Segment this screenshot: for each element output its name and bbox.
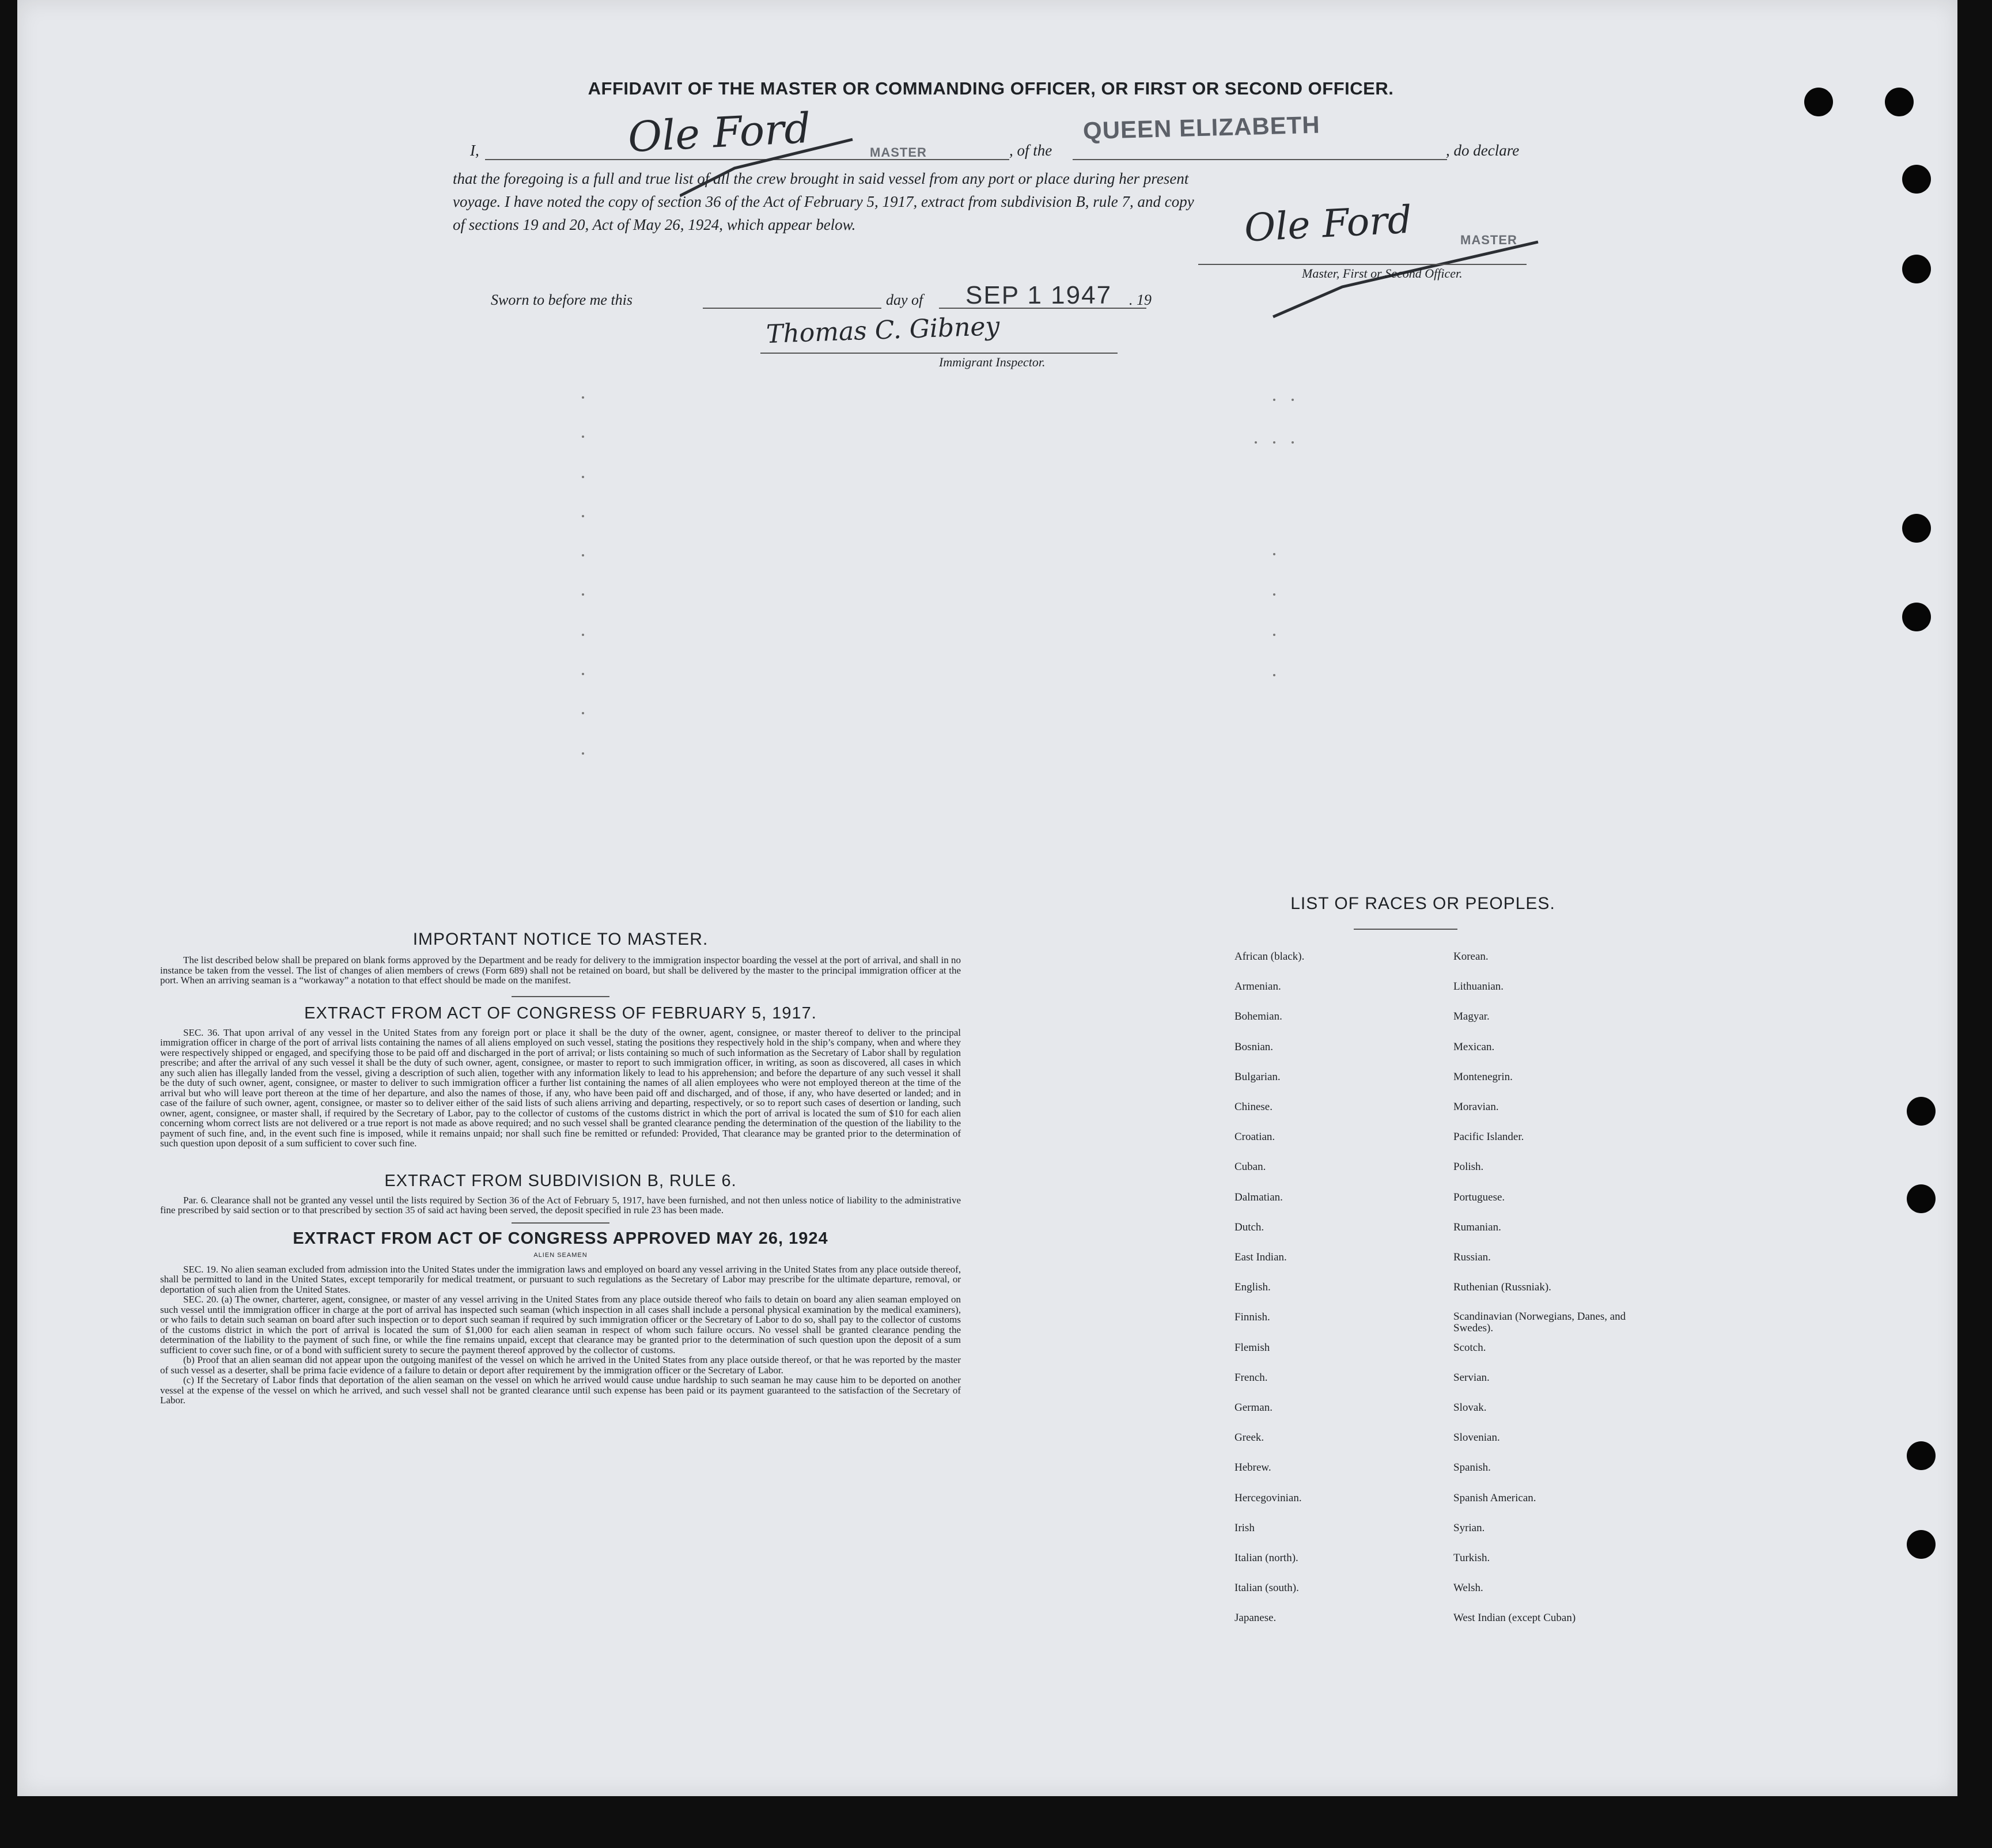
race-item-left: Irish — [1234, 1521, 1255, 1534]
sec-20a-text: SEC. 20. (a) The owner, charterer, agent, consignee, or master of any vessel arriving in the United States from any place outside thereof who fails to detain on board any alien seaman employed on such vessel until the immigration officer in charge at the port of arrival has inspected such seaman (which inspection in all cases shall include a personal physical examination by the medical examiners), or who fails to detain such seaman on board after such inspection or to deport such seaman if required by such immigration officer or the Secretary of Labor to do so, shall pay to the collector of customs of the customs district in which the port of arrival is located the sum of $1,000 for each alien seaman in respect of whom such failure occurs. No vessel shall be granted clearance pending the determination of the liability to the payment of such fine, or while the fine remains unpaid, except that clearance may be granted prior to the determination of such question upon the deposit of a sum sufficient to cover such fine, or of a bond with sufficient surety to secure the payment thereof approved by the collector of customs. — [160, 1294, 961, 1355]
races-title: LIST OF RACES OR PEOPLES. — [1290, 894, 1555, 913]
divider — [512, 996, 609, 997]
dot-mark — [1255, 441, 1257, 444]
race-item-right: Spanish. — [1453, 1461, 1491, 1474]
legal-extracts — [160, 930, 961, 1406]
date-stamp: SEP 1 1947 — [965, 281, 1112, 309]
race-item-right: Spanish American. — [1453, 1491, 1536, 1504]
inspector-blank — [760, 353, 1118, 354]
year-suffix: . 19 — [1129, 291, 1152, 308]
affidavit-line-4: of sections 19 and 20, Act of May 26, 1924, which appear below. — [453, 216, 856, 233]
master-signature: Ole Ford — [627, 103, 812, 162]
race-item-right: West Indian (except Cuban) — [1453, 1612, 1576, 1624]
race-item-left: English. — [1234, 1281, 1271, 1294]
signer-signature: Ole Ford — [1243, 197, 1413, 251]
race-item-right: Russian. — [1453, 1251, 1491, 1263]
race-item-left: Japanese. — [1234, 1612, 1277, 1624]
race-item-right: Slovak. — [1453, 1402, 1487, 1414]
affidavit-line-3: voyage. I have noted the copy of section 36 of the Act of February 5, 1917, extract from subdivision B, rule 7, and copy — [453, 193, 1194, 210]
race-item-right: Syrian. — [1453, 1521, 1485, 1534]
dot-mark — [1273, 593, 1275, 596]
dot-mark — [1273, 399, 1275, 401]
race-item-right: Lithuanian. — [1453, 980, 1504, 993]
affidavit-i-label: I, — [470, 142, 479, 159]
race-item-right: Portuguese. — [1453, 1191, 1505, 1203]
race-item-left: French. — [1234, 1371, 1268, 1384]
sec-20b-text: (b) Proof that an alien seaman did not appear upon the outgoing manifest of the vessel on which he arrived in the United States from any place outside thereof, or that he was reported by the master of such vessel as a deserter, shall be prima facie evidence of a failure to detain or deport after requirement by the immigration officer or the Secretary of Labor. — [160, 1354, 961, 1376]
dot-mark — [1273, 441, 1275, 444]
race-item-left: Bosnian. — [1234, 1040, 1274, 1053]
race-item-left: Dalmatian. — [1234, 1191, 1283, 1203]
signer-blank — [1198, 264, 1527, 265]
do-declare-label: , do declare — [1446, 142, 1520, 159]
race-item-right: Scotch. — [1453, 1341, 1486, 1354]
race-item-right: Rumanian. — [1453, 1221, 1501, 1233]
dot-mark — [1273, 553, 1275, 555]
race-item-left: Italian (north). — [1234, 1552, 1298, 1564]
day-of-label: day of — [886, 291, 923, 308]
race-item-right: Servian. — [1453, 1371, 1490, 1384]
race-item-right: Slovenian. — [1453, 1432, 1500, 1444]
master-stamp: MASTER — [870, 145, 927, 160]
extract-1924-subtitle: ALIEN SEAMEN — [533, 1251, 588, 1259]
dot-mark — [582, 554, 584, 556]
race-item-left: Hercegovinian. — [1234, 1491, 1302, 1504]
race-item-right: Magyar. — [1453, 1010, 1490, 1023]
sworn-day-blank — [703, 308, 881, 309]
race-item-left: Armenian. — [1234, 980, 1281, 993]
dot-mark — [582, 396, 584, 399]
dot-mark — [582, 634, 584, 636]
extract-1917-title: EXTRACT FROM ACT OF CONGRESS OF FEBRUARY 5, 1917. — [304, 1003, 817, 1023]
vessel-name-stamp: QUEEN ELIZABETH — [1082, 111, 1321, 145]
dot-mark — [582, 515, 584, 517]
race-item-left: Dutch. — [1234, 1221, 1264, 1233]
race-item-left: Bohemian. — [1234, 1010, 1282, 1023]
race-item-right: Montenegrin. — [1453, 1070, 1513, 1083]
extract-1924-title: EXTRACT FROM ACT OF CONGRESS APPROVED MAY 26, 1924 — [293, 1229, 828, 1248]
punch-hole — [1885, 88, 1914, 116]
punch-hole — [1907, 1097, 1936, 1126]
dot-mark — [1273, 634, 1275, 636]
races-title-underline — [1354, 929, 1457, 930]
race-item-left: Cuban. — [1234, 1161, 1266, 1173]
race-item-left: Greek. — [1234, 1432, 1264, 1444]
dot-mark — [1292, 441, 1294, 444]
dot-mark — [582, 476, 584, 478]
sec-20c-text: (c) If the Secretary of Labor finds that deportation of the alien seaman on the vessel on which he arrived would cause undue hardship to such seaman he may cause him to be deported on another vessel at the expense of the vessel on which he arrived, and such vessel shall not be granted clearance until such expense has been paid or its payment guaranteed to the satisfaction of the Secretary of Labor. — [160, 1374, 961, 1406]
dot-mark — [1273, 674, 1275, 676]
affidavit-title: AFFIDAVIT OF THE MASTER OR COMMANDING OFFICER, OR FIRST OR SECOND OFFICER. — [588, 78, 1394, 99]
affidavit-line-2: that the foregoing is a full and true list of all the crew brought in said vessel from any port or place during her present — [453, 170, 1189, 187]
subdivision-b-text: Par. 6. Clearance shall not be granted any vessel until the lists required by Section 36 of the Act of February 5, 1917, have been furnished, and not then unless notice of liability to the administrative fine prescribed by said section or to that prescribed by section 35 of said act having been served, the deposit specified in rule 23 has been made. — [160, 1194, 961, 1215]
inspector-signature: Thomas C. Gibney — [766, 311, 1001, 350]
dot-mark — [582, 752, 584, 755]
dot-mark — [582, 673, 584, 675]
of-the-label: , of the — [1009, 142, 1052, 159]
race-item-right: Moravian. — [1453, 1101, 1499, 1113]
sworn-label: Sworn to before me this — [491, 291, 633, 308]
race-item-right: Welsh. — [1453, 1582, 1483, 1595]
race-item-left: African (black). — [1234, 950, 1305, 963]
dot-mark — [1292, 399, 1294, 401]
race-item-left: Finnish. — [1234, 1311, 1270, 1324]
race-item-right: Mexican. — [1453, 1040, 1495, 1053]
document-page — [17, 0, 1957, 1796]
punch-hole — [1804, 88, 1833, 116]
signer-master-stamp: MASTER — [1460, 233, 1517, 247]
race-item-left: German. — [1234, 1402, 1273, 1414]
race-item-right: Scandinavian (Norwegians, Danes, and Swedes). — [1453, 1311, 1626, 1335]
race-item-right: Ruthenian (Russniak). — [1453, 1281, 1551, 1294]
race-item-left: Hebrew. — [1234, 1461, 1271, 1474]
race-item-left: East Indian. — [1234, 1251, 1287, 1263]
race-item-right: Polish. — [1453, 1161, 1484, 1173]
punch-hole — [1907, 1184, 1936, 1213]
race-item-left: Bulgarian. — [1234, 1070, 1281, 1083]
extract-1917-text: SEC. 36. That upon arrival of any vessel in the United States from any foreign port or place it shall be the duty of the owner, agent, consignee, or master thereof to deliver to the principal immigration officer in charge of the port of arrival lists containing the names of all aliens employed on such vessel, stating the positions they respectively hold in the ship’s company, when and where they were respectively shipped or engaged, and specifying those to be paid off and discharged in the port of arrival; or lists containing so much of such information as the Secretary of Labor shall by regulation prescribe; and after the arrival of any such vessel it shall be the duty of such owner, agent, consignee, or master to report to such immigration officer, in writing, as soon as discovered, all cases in which any such alien has illegally landed from the vessel, giving a description of such alien, together with any information likely to lead to his apprehension; and before the departure of any such vessel it shall be the duty of such owner, agent, consignee, or master to deliver to such immigration officer a further list containing the names of all alien employees who were not employed thereon at the time of the arrival but who will leave port thereon at the time of her departure, and also the names of those, if any, who have been paid off and discharged, and of those, if any, who have deserted or landed; and in case of the failure of such owner, agent, consignee, or master so to deliver either of the said lists of such aliens arriving and departing, respectively, or so to report such cases of desertion or landing, such owner, agent, consignee, or master shall, if required by the Secretary of Labor, pay to the collector of customs of the customs district in which the port of arrival is located the sum of $10 for each alien concerning whom correct lists are not delivered or a true report is not made as above required; and no such vessel shall be granted clearance pending the determination of the question of the liability to the payment of such fine, and, in the event such fine is imposed, while it remains unpaid; nor shall such fine be remitted or refunded: Provided, That clearance may be granted prior to the determination of such question upon deposit of a sum sufficient to cover such fine. — [160, 1027, 961, 1149]
sec-19-text: SEC. 19. No alien seaman excluded from admission into the United States under the immigration laws and employed on board any vessel arriving in the United States from any place outside thereof, shall be permitted to land in the United States, except temporarily for medical treatment, or pursuant to such regulations as the Secretary of Labor may prescribe for the ultimate departure, removal, or deportation of such alien from the United States. — [160, 1263, 961, 1295]
notice-title: IMPORTANT NOTICE TO MASTER. — [412, 930, 709, 949]
inspector-caption: Immigrant Inspector. — [939, 355, 1046, 369]
race-item-left: Croatian. — [1234, 1131, 1275, 1143]
dot-mark — [582, 436, 584, 438]
race-item-left: Chinese. — [1234, 1101, 1273, 1113]
race-item-right: Korean. — [1453, 950, 1489, 963]
punch-hole — [1902, 603, 1931, 631]
race-item-right: Pacific Islander. — [1453, 1131, 1524, 1143]
dot-mark — [582, 593, 584, 596]
signer-caption: Master, First or Second Officer. — [1302, 266, 1463, 281]
notice-text: The list described below shall be prepared on blank forms approved by the Department and be ready for delivery to the immigration inspector boarding the vessel at the port of arrival, and shall in no instance be taken from the vessel. The list of changes of alien members of crews (Form 689) shall not be retained on board, but shall be delivered by the master to the principal immigration officer at the port. When an arriving seaman is a “workaway” a notation to that effect should be made on the manifest. — [160, 955, 961, 986]
race-item-left: Flemish — [1234, 1341, 1270, 1354]
race-item-left: Italian (south). — [1234, 1582, 1299, 1595]
subdivision-b-title: EXTRACT FROM SUBDIVISION B, RULE 6. — [384, 1171, 737, 1190]
punch-hole — [1907, 1441, 1936, 1470]
dot-mark — [582, 712, 584, 714]
punch-hole — [1902, 514, 1931, 543]
race-item-right: Turkish. — [1453, 1552, 1490, 1564]
punch-hole — [1907, 1530, 1936, 1559]
divider — [512, 1222, 609, 1224]
